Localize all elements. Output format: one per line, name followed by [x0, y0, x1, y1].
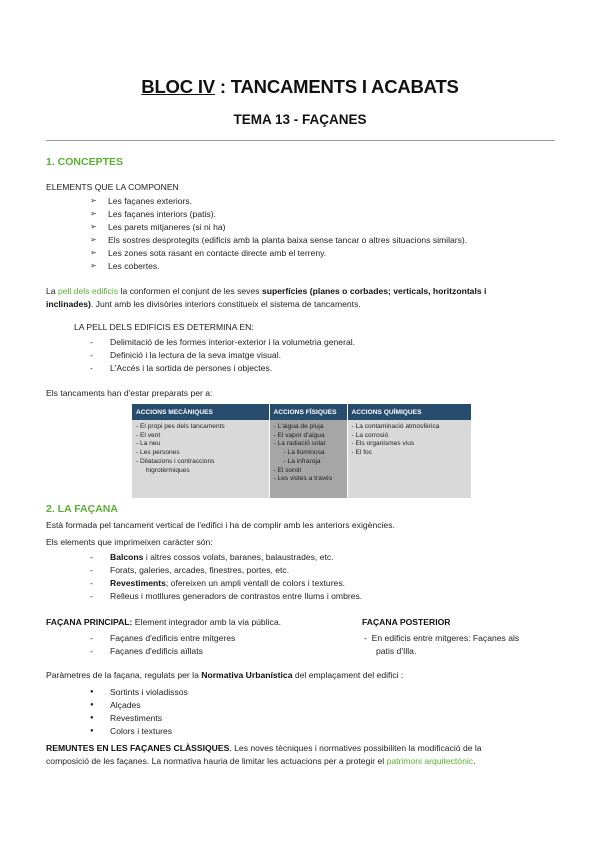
item-text: Forats, galeries, arcades, finestres, portes, etc.: [110, 564, 290, 575]
facana-posterior-title: [362, 617, 451, 627]
list-item: - Definició i la lectura de la seva imatge visual.: [90, 349, 355, 362]
facana-principal-line: [46, 617, 281, 627]
list-item: ➢ Les parets mitjaneres (si ni ha): [90, 221, 467, 234]
remuntes-end: .: [473, 755, 476, 766]
list-item: - La contaminació atmosfèrica: [351, 423, 440, 430]
item-text: Relleus i motllures generadors de contrastos entre llums i ombres.: [110, 590, 363, 601]
elements-list: [90, 195, 467, 272]
parametres-line: [46, 670, 403, 680]
section2-heading: 2. LA FAÇANA: [46, 503, 118, 515]
list-item: - Les persones: [136, 449, 180, 457]
list-item: - La infraroja: [283, 457, 321, 465]
title-divider: [46, 140, 555, 141]
item-text: i altres cossos volats, baranes, balaustrades, etc.: [143, 552, 334, 562]
list-item: [90, 577, 362, 590]
remuntes-paragraph: [46, 742, 558, 768]
quimiques-list: [352, 423, 468, 458]
parametres-list: [90, 686, 188, 738]
pell-text-b: la conformen el conjunt de les seves: [118, 286, 262, 296]
list-item: ● Sortints i violadissos: [90, 686, 188, 699]
list-item: ● Alçades: [90, 699, 188, 712]
facana-principal-title: FAÇANA PRINCIPAL:: [46, 617, 133, 627]
pell-bold-1: superfícies (planes o corbades; verticals, horitzontals i: [261, 286, 487, 296]
item-bold: Balcons: [110, 552, 144, 562]
table-row: [132, 420, 471, 498]
list-item: - La lluminosa: [283, 449, 325, 457]
list-item: - L'aigua de pluja: [273, 423, 324, 430]
list-item: higrotèrmiques: [146, 466, 190, 474]
list-item: - El soroll: [273, 466, 301, 474]
list-item: ➢ Les zones sota rasant en contacte directe amb el terreny.: [90, 247, 467, 260]
posterior-item: - En edificis entre mitgeres: Façanes als patis d'Illa.: [364, 633, 520, 656]
item-text: ; ofereixen un ampli ventall de colors i textures.: [165, 577, 346, 588]
remuntes-text-a: . Les noves tècniques i normatives possibiliten la modificació de la: [229, 743, 482, 753]
list-item: - Els organismes vius: [351, 440, 415, 448]
pell-text-a: La: [46, 286, 58, 296]
elements-caracter-text: Els elements que imprimeixen caràcter són:: [46, 537, 213, 547]
posterior-line1: En edificis entre mitgeres: Façanes als: [371, 633, 520, 643]
remuntes-bold: REMUNTES EN LES FAÇANES CLÀSSIQUES: [46, 743, 230, 753]
determina-list: [90, 336, 355, 375]
list-item: - El vent: [136, 431, 161, 439]
list-item: [90, 564, 362, 577]
determina-heading: LA PELL DELS EDIFICIS ES DETERMINA EN:: [74, 322, 254, 332]
list-item: - El propi pes dels tancaments: [136, 423, 225, 430]
pell-paragraph: [46, 285, 558, 311]
pell-green-term: pell dels edificis: [57, 286, 119, 296]
header-mecaniques: ACCIONS MECÀNIQUES: [132, 404, 269, 420]
list-item: - La neu: [136, 440, 161, 448]
header-fisiques: ACCIONS FÍSIQUES: [269, 404, 347, 420]
fisiques-list: [274, 423, 343, 484]
table-header-row: [132, 404, 471, 420]
elements-heading: ELEMENTS QUE LA COMPONEN: [46, 182, 179, 192]
facana-posterior-title-text: FAÇANA POSTERIOR: [362, 617, 451, 627]
preparats-text: Els tancaments han d'estar preparats per a:: [46, 388, 213, 398]
parametres-bold: Normativa Urbanística: [201, 670, 293, 680]
facana-intro: Està formada pel tancament vertical de l'edifici i ha de complir amb les anteriors exigències.: [46, 520, 395, 530]
cell-fisiques: [269, 420, 347, 498]
list-item: ➢ Les cobertes.: [90, 260, 467, 273]
list-item: [90, 590, 362, 603]
list-item: - L'Accés i la sortida de persones i objectes.: [90, 362, 355, 375]
list-item: ➢ Les façanes exteriors.: [90, 195, 467, 208]
mecaniques-list: [136, 423, 265, 475]
list-item: ➢ Les façanes interiors (patis).: [90, 208, 467, 221]
list-item: - La corrosió: [351, 431, 389, 439]
principal-list: [90, 632, 235, 658]
header-quimiques: ACCIONS QUÍMIQUES: [347, 404, 471, 420]
list-item: - El foc: [351, 449, 373, 457]
caracter-list: [90, 551, 362, 603]
cell-mecaniques: [132, 420, 269, 498]
page-title: [0, 76, 600, 98]
list-item: [90, 551, 362, 564]
title-rest: : TANCAMENTS I ACABATS: [214, 76, 459, 97]
accions-table: [132, 404, 471, 498]
section1-heading: 1. CONCEPTES: [46, 156, 124, 168]
list-item: - El vapor d'aigua: [273, 431, 325, 439]
pell-bold-2: inclinades): [46, 298, 91, 309]
list-item: ➢ Els sostres desprotegits (edificis amb la planta baixa sense tancar o altres situacions similars).: [90, 234, 467, 247]
parametres-text-a: Paràmetres de la façana, regulats per la: [46, 670, 202, 680]
facana-principal-desc: Element integrador amb la via pública.: [132, 617, 281, 627]
parametres-text-b: del emplaçament del edifici :: [292, 670, 404, 680]
pell-text-c: . Junt amb les divisòries interiors constitueix el sistema de tancaments.: [90, 298, 361, 309]
posterior-line2: patis d'Illa.: [376, 645, 417, 656]
cell-quimiques: [347, 420, 471, 498]
remuntes-text-b: composició de les façanes. La normativa hauria de limitar les actuacions per a protegir el: [46, 755, 387, 766]
item-bold: Revestiments: [110, 577, 166, 588]
list-item: - Les vistes a través: [273, 475, 333, 483]
list-item: - Façanes d'edificis entre mitgeres: [90, 632, 235, 645]
list-item: ● Revestiments: [90, 712, 188, 725]
list-item: - La radiació solar: [273, 440, 326, 448]
remuntes-green-term: patrimoni arquitectònic: [386, 755, 474, 766]
list-item: - Delimitació de les formes interior-exterior i la volumetria general.: [90, 336, 355, 349]
list-item: - Dilatacions i contraccions: [136, 457, 215, 465]
list-item: - Façanes d'edificis aïllats: [90, 645, 235, 658]
list-item: ● Colors i textures: [90, 725, 188, 738]
page-subtitle: TEMA 13 - FAÇANES: [233, 112, 367, 127]
title-underlined: BLOC IV: [141, 76, 215, 97]
